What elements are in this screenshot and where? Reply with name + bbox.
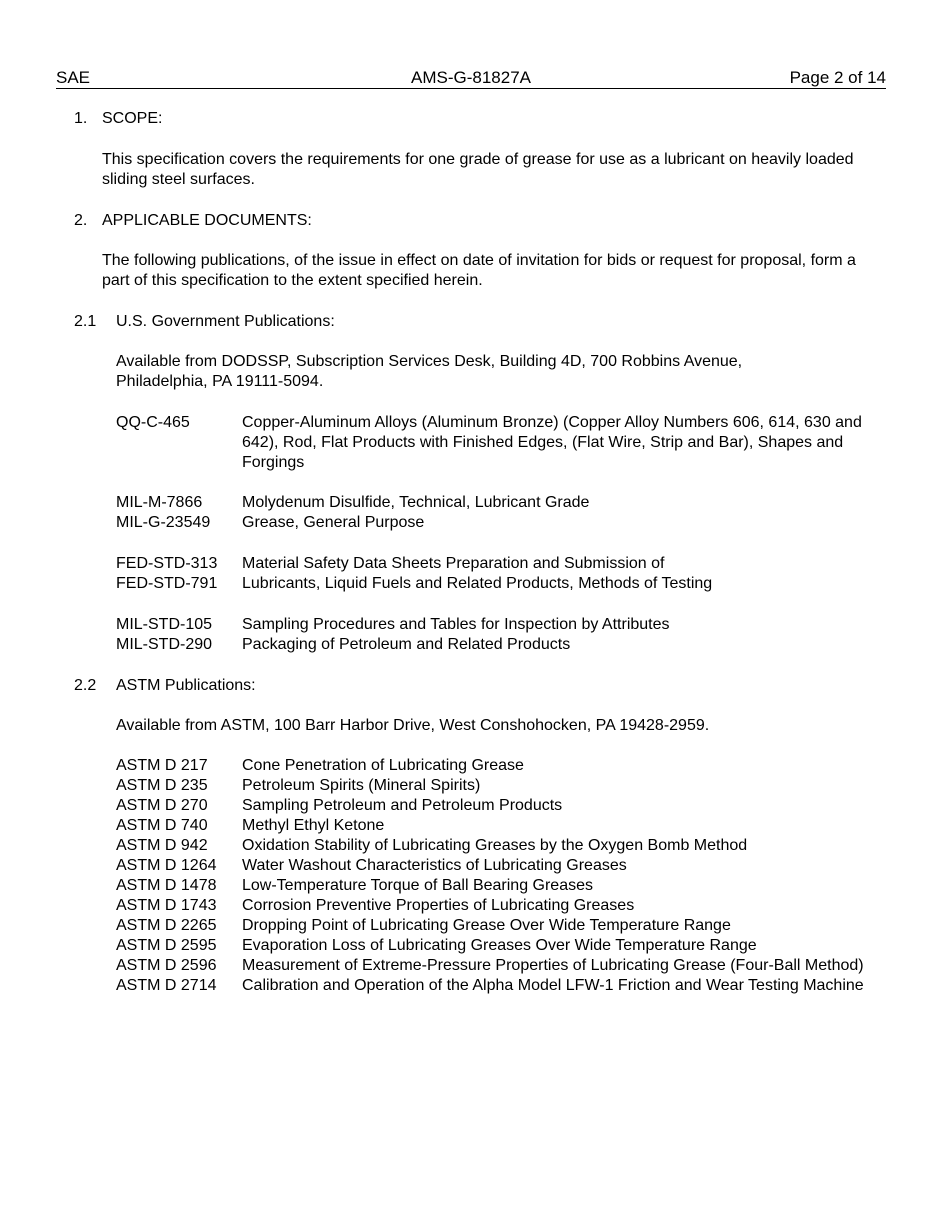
doc-code: ASTM D 235 xyxy=(116,777,208,794)
section-2-2-body: Available from ASTM, 100 Barr Harbor Drive, West Conshohocken, PA 19428-2959. xyxy=(116,717,710,734)
doc-title: Measurement of Extreme-Pressure Properties of Lubricating Grease (Four-Ball Method) xyxy=(242,957,864,974)
doc-row xyxy=(116,776,876,796)
doc-title: Grease, General Purpose xyxy=(242,514,425,531)
page-header xyxy=(56,68,886,89)
doc-row xyxy=(116,615,876,635)
doc-code: ASTM D 740 xyxy=(116,817,208,834)
doc-title: Calibration and Operation of the Alpha Model LFW-1 Friction and Wear Testing Machine xyxy=(242,977,864,994)
doc-title: Sampling Procedures and Tables for Inspection by Attributes xyxy=(242,616,670,633)
doc-code: ASTM D 2265 xyxy=(116,917,217,934)
doc-title: Cone Penetration of Lubricating Grease xyxy=(242,757,524,774)
doc-code: QQ-C-465 xyxy=(116,414,190,431)
gov-docs-group-1 xyxy=(116,413,876,473)
doc-code: ASTM D 270 xyxy=(116,797,208,814)
header-page-number: Page 2 of 14 xyxy=(789,68,886,87)
doc-title: Copper-Aluminum Alloys (Aluminum Bronze) (Copper Alloy Numbers 606, 614, 630 and 642), Rod, Flat Products with Finished Edges, (Flat Wire, Strip and Bar), Shapes and Forgings xyxy=(242,414,862,471)
doc-title: Lubricants, Liquid Fuels and Related Products, Methods of Testing xyxy=(242,575,713,592)
doc-code: ASTM D 2595 xyxy=(116,937,217,954)
doc-title: Packaging of Petroleum and Related Products xyxy=(242,636,571,653)
doc-row xyxy=(116,876,876,896)
doc-title: Material Safety Data Sheets Preparation and Submission of xyxy=(242,555,665,572)
gov-docs-group-4 xyxy=(116,615,876,655)
doc-row xyxy=(116,413,876,473)
doc-title: Molydenum Disulfide, Technical, Lubricant Grade xyxy=(242,494,590,511)
doc-title: Petroleum Spirits (Mineral Spirits) xyxy=(242,777,481,794)
doc-title: Dropping Point of Lubricating Grease Over Wide Temperature Range xyxy=(242,917,731,934)
doc-title: Methyl Ethyl Ketone xyxy=(242,817,385,834)
doc-row xyxy=(116,836,876,856)
section-2-title: APPLICABLE DOCUMENTS: xyxy=(102,212,312,229)
doc-code: ASTM D 217 xyxy=(116,757,208,774)
doc-code: ASTM D 942 xyxy=(116,837,208,854)
header-org: SAE xyxy=(56,68,91,87)
doc-row xyxy=(116,936,876,956)
doc-code: MIL-STD-105 xyxy=(116,616,213,633)
doc-code: ASTM D 2596 xyxy=(116,957,217,974)
gov-docs-group-3 xyxy=(116,554,876,594)
doc-title: Evaporation Loss of Lubricating Greases Over Wide Temperature Range xyxy=(242,937,757,954)
section-2-body: The following publications, of the issue in effect on date of invitation for bids or request for proposal, form a part of this specification to the extent specified herein. xyxy=(102,252,856,289)
doc-title: Oxidation Stability of Lubricating Greases by the Oxygen Bomb Method xyxy=(242,837,748,854)
doc-row xyxy=(116,916,876,936)
section-1-body: This specification covers the requirements for one grade of grease for use as a lubricant on heavily loaded sliding steel surfaces. xyxy=(102,151,854,188)
doc-code: FED-STD-791 xyxy=(116,575,218,592)
doc-row xyxy=(116,856,876,876)
doc-title: Corrosion Preventive Properties of Lubricating Greases xyxy=(242,897,635,914)
doc-row xyxy=(116,956,876,976)
doc-code: MIL-G-23549 xyxy=(116,514,211,531)
doc-title: Water Washout Characteristics of Lubricating Greases xyxy=(242,857,627,874)
doc-code: ASTM D 1743 xyxy=(116,897,217,914)
doc-code: MIL-M-7866 xyxy=(116,494,203,511)
header-doc-number: AMS-G-81827A xyxy=(411,68,531,87)
section-2-1-title: U.S. Government Publications: xyxy=(116,313,335,330)
gov-docs-group-2 xyxy=(116,493,876,533)
doc-row xyxy=(116,513,876,533)
doc-row xyxy=(116,574,876,594)
doc-code: FED-STD-313 xyxy=(116,555,218,572)
section-2-1-body: Available from DODSSP, Subscription Services Desk, Building 4D, 700 Robbins Avenue, Philadelphia, PA 19111-5094. xyxy=(116,353,743,390)
section-2-1-number: 2.1 xyxy=(74,313,97,330)
section-2-number: 2. xyxy=(74,212,88,229)
doc-code: ASTM D 1478 xyxy=(116,877,217,894)
doc-code: ASTM D 2714 xyxy=(116,977,217,994)
section-2-2-number: 2.2 xyxy=(74,677,97,694)
doc-title: Sampling Petroleum and Petroleum Products xyxy=(242,797,563,814)
doc-row xyxy=(116,554,876,574)
doc-row xyxy=(116,796,876,816)
doc-row xyxy=(116,976,876,996)
doc-code: ASTM D 1264 xyxy=(116,857,217,874)
section-1-title: SCOPE: xyxy=(102,110,163,127)
doc-row xyxy=(116,896,876,916)
doc-row xyxy=(116,756,876,776)
section-1-number: 1. xyxy=(74,110,88,127)
doc-row xyxy=(116,493,876,513)
doc-title: Low-Temperature Torque of Ball Bearing Greases xyxy=(242,877,593,894)
doc-row xyxy=(116,816,876,836)
astm-docs-list xyxy=(116,756,876,996)
section-2-2-title: ASTM Publications: xyxy=(116,677,256,694)
doc-code: MIL-STD-290 xyxy=(116,636,213,653)
doc-row xyxy=(116,635,876,655)
